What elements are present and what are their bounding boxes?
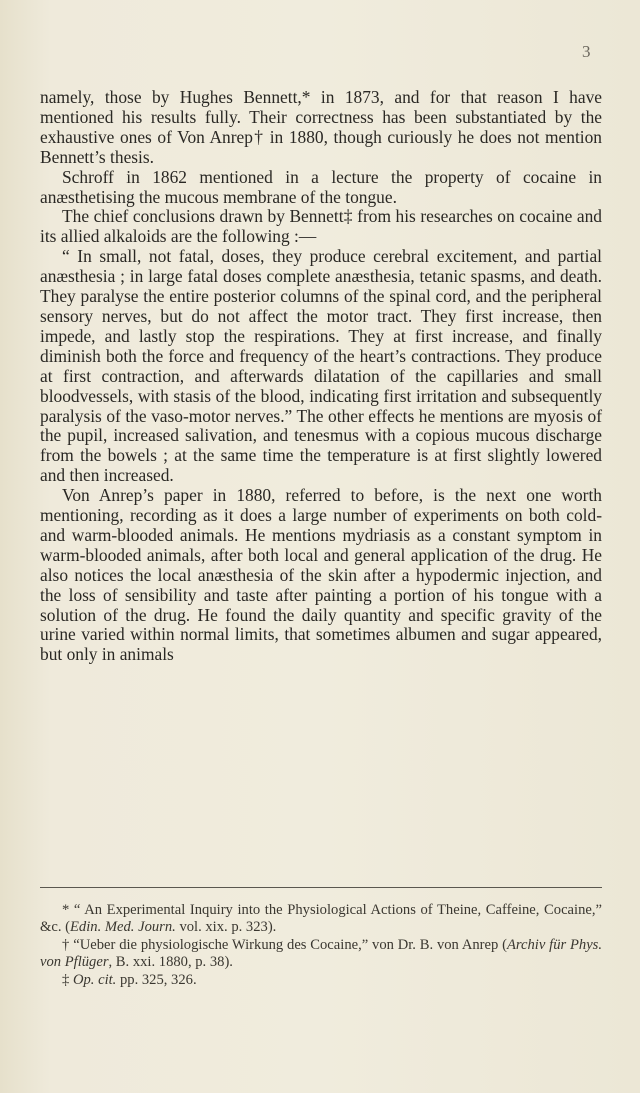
footnote-dagger-text: † “Ueber die physiologische Wirkung des Cocaine,” von Dr. B. von Anrep ( <box>62 936 507 953</box>
footnote-double-dagger-end: pp. 325, 326. <box>116 971 197 988</box>
footnote-double-dagger <box>40 972 602 989</box>
footnote-asterisk-end: vol. xix. p. 323). <box>175 919 277 936</box>
paragraph-von-anrep: Von Anrep’s paper in 1880, referred to before, is the next one worth mentioning, recording as it does a large number of experiments on both cold- and warm-blooded animals. He mentions mydriasis as a constant symptom in warm-blooded animals, after both local and general application of the drug. He also notices the local anæsthesia of the skin after a hypodermic injection, and the loss of sensibility and taste after painting a portion of his tongue with a solution of the drug. He found the daily quantity and specific gravity of the urine varied within normal limits, that sometimes albumen and sugar appeared, but only in animals <box>40 485 602 665</box>
page-number: 3 <box>582 42 591 61</box>
footnote-double-dagger-source: Op. cit. <box>72 971 117 988</box>
footnote-asterisk-text: * “ An Experimental Inquiry into the Physiological Actions of Theine, Caffeine, Cocaine,” &c. ( <box>40 902 602 936</box>
paragraph-quotation: “ In small, not fatal, doses, they produce cerebral excitement, and partial anæsthesia ; in large fatal doses complete anæsthesia, tetanic spasms, and death. They paralyse the entire posterior columns of the spinal cord, and the peripheral sensory nerves, but do not affect the motor tract. They first increase, then impede, and lastly stop the respirations. They at first increase, and finally diminish both the force and frequency of the heart’s contractions. They produce at first contraction, and afterwards dilatation of the capillaries and small bloodvessels, with stasis of the blood, indicating first irritation and subsequently paralysis of the vaso-motor nerves.” The other effects he mentions are myosis of the pupil, increased salivation, and tenesmus with a copious mucous discharge from the bowels ; at the same time the temperature is at first slightly lowered and then increased. <box>40 246 602 486</box>
footnote-double-dagger-mark: ‡ <box>62 971 73 988</box>
footnote-asterisk-source: Edin. Med. Journ. <box>70 919 176 936</box>
body-text <box>40 88 602 665</box>
footnote-dagger <box>40 937 602 972</box>
paragraph-schroff: Schroff in 1862 mentioned in a lecture the property of cocaine in anæsthetising the mucous membrane of the tongue. <box>40 166 602 207</box>
footnotes <box>40 902 602 989</box>
footnote-dagger-end: , B. xxi. 1880, p. 38). <box>108 954 233 971</box>
footnote-dagger-source: Archiv für Phys. von Pflüger <box>40 936 602 971</box>
paragraph-conclusions-intro: The chief conclusions drawn by Bennett‡ from his researches on cocaine and its allied alkaloids are the following :— <box>40 206 602 247</box>
paragraph-continuation: namely, those by Hughes Bennett,* in 1873, and for that reason I have mentioned his results fully. Their correctness has been substantiated by the exhaustive ones of Von Anrep† in 1880, though curiously he does not mention Bennett’s thesis. <box>40 87 602 167</box>
footnote-divider <box>40 887 602 888</box>
footnote-asterisk <box>40 902 602 937</box>
